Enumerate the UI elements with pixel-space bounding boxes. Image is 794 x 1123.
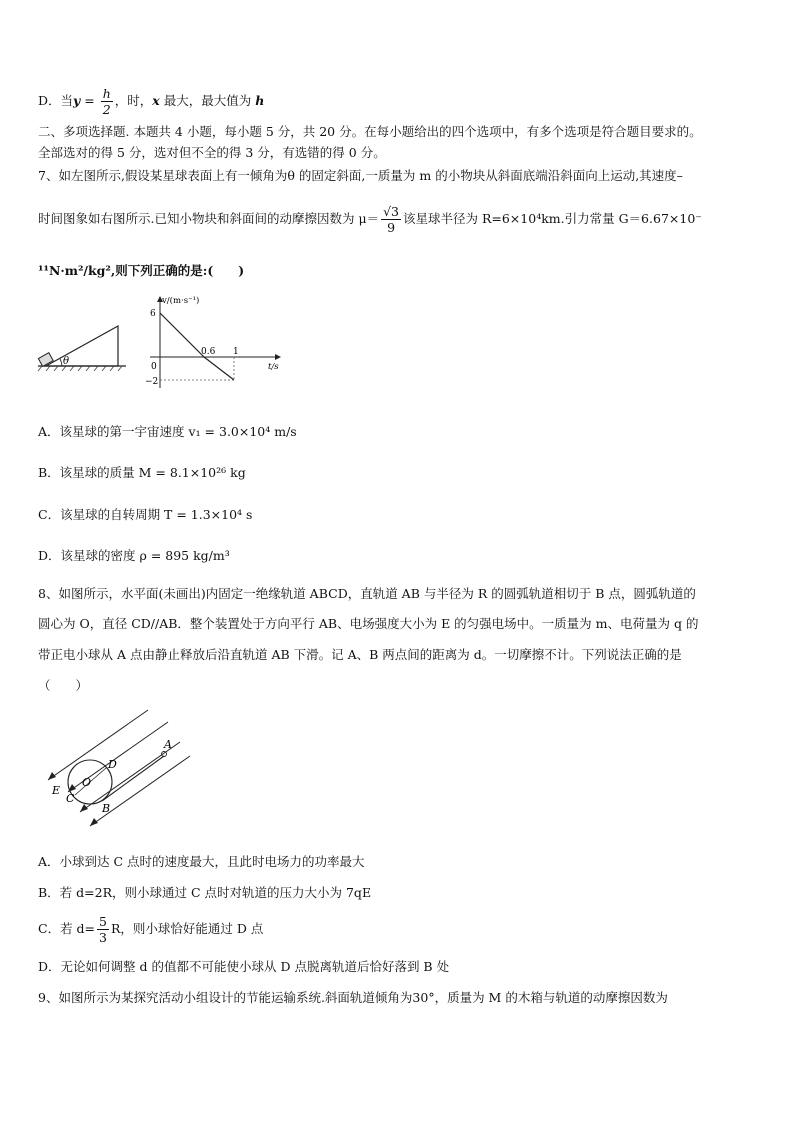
q8-stem-line2: 圆心为 O，直径 CD//AB．整个装置处于方向平行 AB、电场强度大小为 E 的匀强电场中。一质量为 m、电荷量为 q 的 [38, 616, 699, 631]
var-h: h [255, 93, 265, 108]
circuit-track-figure [40, 704, 200, 828]
frac-den: 3 [99, 930, 107, 945]
var-y: y [73, 93, 81, 108]
section-2-line2: 全部选对的得 5 分，选对但不全的得 3 分，有选错的得 0 分。 [38, 145, 386, 160]
q7-option-a: A．该星球的第一宇宙速度 v₁ = 3.0×10⁴ m/s [38, 424, 297, 439]
field-e-label: E [52, 784, 61, 797]
q8-option-a: A．小球到达 C 点时的速度最大，且此时电场力的功率最大 [38, 854, 365, 869]
point-b-label: B [102, 802, 111, 815]
q7-stem-line2 [38, 204, 702, 235]
q8-option-b: B．若 d=2R，则小球通过 C 点时对轨道的压力大小为 7qE [38, 885, 372, 900]
point-a-label: A [164, 738, 172, 751]
var-x: x [152, 93, 160, 108]
theta-label: θ [63, 356, 70, 367]
text: R，则小球恰好能通过 D 点 [110, 921, 264, 936]
fraction-h-over-2 [101, 86, 113, 117]
frac-num: √3 [383, 204, 399, 219]
equals: = [80, 93, 99, 108]
q8-option-c [38, 914, 263, 945]
q9-stem-line1: 9、如图所示为某探究活动小组设计的节能运输系统.斜面轨道倾角为30°，质量为 M 的木箱与轨道的动摩擦因数为 [38, 990, 668, 1005]
q7-option-d: D．该星球的密度 ρ = 895 kg/m³ [38, 548, 230, 563]
option-label: D．当 [38, 93, 74, 108]
text: 最大，最大值为 [159, 93, 256, 108]
text: 时间图象如右图所示.已知小物块和斜面间的动摩擦因数为 μ＝ [38, 211, 380, 226]
frac-num: h [102, 86, 111, 101]
tick-t06: 0.6 [201, 347, 216, 357]
fraction-5-over-3 [97, 914, 109, 945]
mu-fraction [381, 204, 401, 235]
q8-stem-line4: （ ） [38, 678, 89, 693]
text: ，时， [114, 93, 153, 108]
frac-den: 2 [102, 102, 111, 117]
point-c-label: C [66, 792, 75, 805]
q7-stem-line3: ¹¹N·m²/kg²,则下列正确的是:( ) [38, 263, 245, 278]
tick-v0: 0 [151, 362, 157, 372]
frac-num: 5 [99, 914, 107, 929]
text: 该星球半径为 R=6×10⁴km.引力常量 G＝6.67×10⁻ [403, 211, 702, 226]
prev-option-d [38, 86, 264, 117]
frac-den: 9 [387, 220, 396, 235]
vt-graph [140, 293, 290, 393]
incline-figure [36, 318, 128, 372]
q7-option-c: C．该星球的自转周期 T = 1.3×10⁴ s [38, 507, 253, 522]
q8-stem-line3: 带正电小球从 A 点由静止释放后沿直轨道 AB 下滑。记 A、B 两点间的距离为 d。一切摩擦不计。下列说法正确的是 [38, 647, 682, 662]
q8-stem-line1: 8、如图所示，水平面(未画出)内固定一绝缘轨道 ABCD，直轨道 AB 与半径为 R 的圆弧轨道相切于 B 点，圆弧轨道的 [38, 586, 696, 601]
tick-vm2: −2 [145, 377, 159, 387]
t-axis-label: t/s [268, 362, 279, 372]
v-axis-label: v/(m·s⁻¹) [162, 296, 200, 306]
q7-stem-line1: 7、如左图所示,假设某星球表面上有一倾角为θ 的固定斜面,一质量为 m 的小物块从斜面底端沿斜面向上运动,其速度– [38, 168, 683, 183]
vt-segment-1 [160, 313, 204, 357]
q8-option-d: D．无论如何调整 d 的值都不可能使小球从 D 点脱离轨道后恰好落到 B 处 [38, 959, 450, 974]
tick-t1: 1 [233, 347, 239, 357]
section-2-line1: 二、多项选择题. 本题共 4 小题，每小题 5 分，共 20 分。在每小题给出的四个选项中，有多个选项是符合题目要求的。 [38, 124, 702, 139]
point-o-label: O [82, 776, 92, 789]
tick-v6: 6 [150, 309, 156, 319]
text: C．若 d= [38, 921, 96, 936]
q7-option-b: B．该星球的质量 M = 8.1×10²⁶ kg [38, 465, 246, 480]
point-d-label: D [108, 758, 117, 771]
vt-segment-2 [204, 357, 234, 380]
